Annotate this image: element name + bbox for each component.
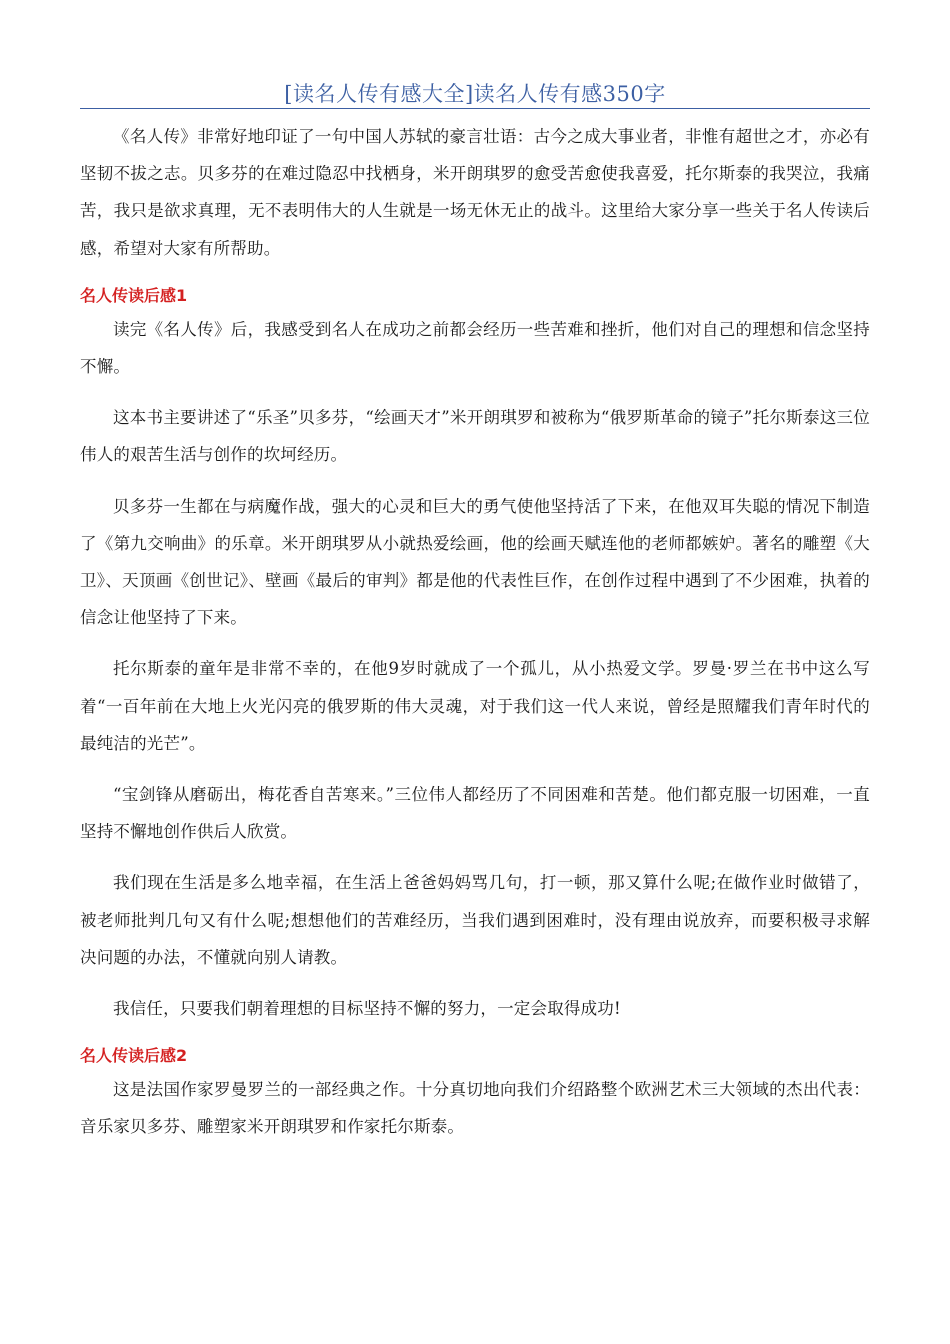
- paragraph: 贝多芬一生都在与病魔作战，强大的心灵和巨大的勇气使他坚持活了下来，在他双耳失聪的情况下制造了《第九交响曲》的乐章。米开朗琪罗从小就热爱绘画，他的绘画天赋连他的老师都嫉妒。著名的雕塑《大卫》、天顶画《创世记》、壁画《最后的审判》都是他的代表性巨作，在创作过程中遇到了不少困难，执着的信念让他坚持了下来。: [80, 496, 870, 628]
- section-heading-2: 名人传读后感2: [80, 1046, 188, 1066]
- document-body: [80, 118, 870, 1160]
- paragraph: “宝剑锋从磨砺出，梅花香自苦寒来。”三位伟人都经历了不同困难和苦楚。他们都克服一切困难，一直坚持不懈地创作供后人欣赏。: [80, 785, 870, 842]
- paragraph: 这本书主要讲述了“乐圣”贝多芬，“绘画天才”米开朗琪罗和被称为“俄罗斯革命的镜子”托尔斯泰这三位伟人的艰苦生活与创作的坎坷经历。: [80, 408, 870, 465]
- paragraph: 托尔斯泰的童年是非常不幸的，在他9岁时就成了一个孤儿，从小热爱文学。罗曼·罗兰在书中这么写着“一百年前在大地上火光闪亮的俄罗斯的伟大灵魂，对于我们这一代人来说，曾经是照耀我们青年时代的最纯洁的光芒”。: [80, 659, 870, 753]
- document-title: [读名人传有感大全]读名人传有感350字: [284, 82, 666, 106]
- paragraph: 读完《名人传》后，我感受到名人在成功之前都会经历一些苦难和挫折，他们对自己的理想和信念坚持不懈。: [80, 319, 870, 377]
- paragraph: 这是法国作家罗曼罗兰的一部经典之作。十分真切地向我们介绍路整个欧洲艺术三大领域的杰出代表：音乐家贝多芬、雕塑家米开朗琪罗和作家托尔斯泰。: [80, 1080, 870, 1137]
- intro-paragraph: 《名人传》非常好地印证了一句中国人苏轼的豪言壮语：古今之成大事业者，非惟有超世之才，亦必有坚韧不拔之志。贝多芬的在难过隐忍中找栖身，米开朗琪罗的愈受苦愈使我喜爱，托尔斯泰的我哭泣，我痛苦，我只是欲求真理，无不表明伟大的人生就是一场无休无止的战斗。这里给大家分享一些关于名人传读后感，希望对大家有所帮助。: [80, 127, 870, 258]
- paragraph: 我信任，只要我们朝着理想的目标坚持不懈的努力，一定会取得成功!: [113, 999, 621, 1019]
- title-underline: [80, 108, 870, 109]
- paragraph: 我们现在生活是多么地幸福，在生活上爸爸妈妈骂几句，打一顿，那又算什么呢;在做作业时做错了，被老师批判几句又有什么呢;想想他们的苦难经历，当我们遇到困难时，没有理由说放弃，而要积极寻求解决问题的办法，不懂就向别人请教。: [80, 873, 870, 967]
- section-heading-1: 名人传读后感1: [80, 285, 188, 305]
